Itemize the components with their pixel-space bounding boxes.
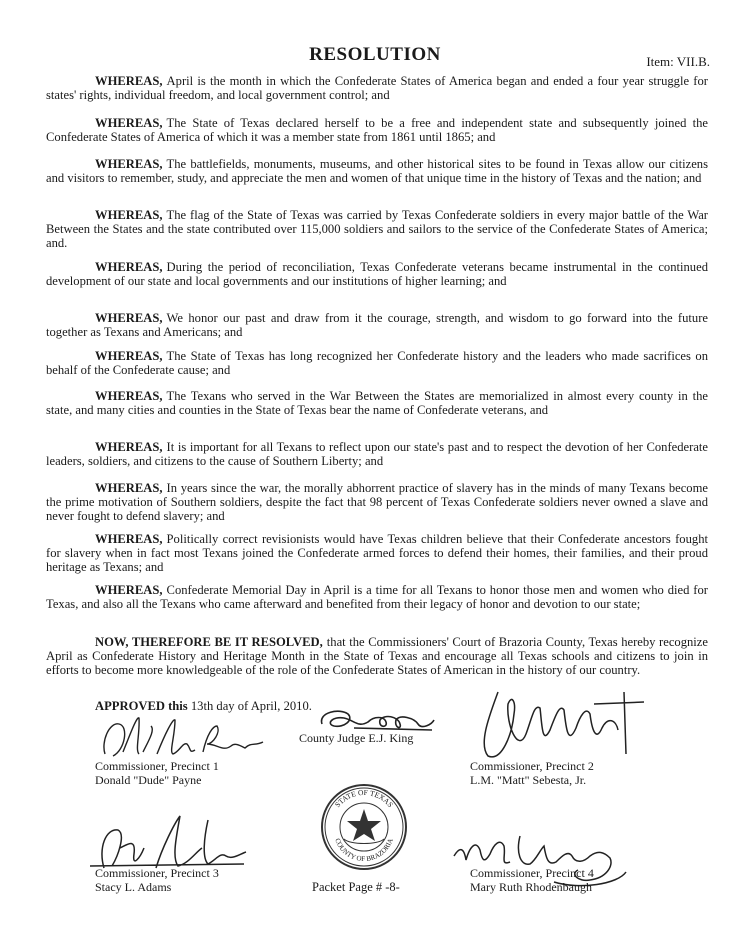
paragraph-text: It is important for all Texans to reflect upon our state's past and to respect the devotion of her Confederate leaders, soldiers, and citizens to the cause of Southern Liberty; and [46, 440, 708, 469]
resolution-paragraph [46, 349, 708, 377]
precinct3-block [95, 866, 219, 894]
document-title: RESOLUTION [309, 44, 441, 65]
judge-block [299, 731, 413, 745]
resolution-paragraph [46, 440, 708, 468]
judge-title: County Judge E.J. King [299, 731, 414, 745]
resolution-paragraph [46, 74, 708, 102]
paragraph-text: The flag of the State of Texas was carried by Texas Confederate soldiers in every major battle of the War Between the States and the state contributed over 115,000 soldiers and sailors to the service of the Confederate States of America; and. [46, 208, 708, 251]
resolution-paragraph [46, 389, 708, 417]
paragraph-lead: NOW, THEREFORE BE IT RESOLVED, [95, 635, 323, 649]
paragraph-text: The battlefields, monuments, museums, and other historical sites to be found in Texas allow our citizens and visitors to remember, study, and appreciate the men and women of that unique time in the history of Texas and the nation; and [46, 157, 708, 186]
paragraph-text: We honor our past and draw from it the courage, strength, and wisdom to go forward into the future together as Texans and Americans; and [46, 311, 708, 340]
paragraph-lead: WHEREAS, [95, 157, 163, 171]
precinct1-title: Commissioner, Precinct 1 [95, 759, 219, 773]
paragraph-text: that the Commissioners' Court of Brazoria County, Texas hereby recognize April as Confederate History and Heritage Month in the State of Texas and encourage all Texas schools and citizens to join in efforts to become more knowledgeable of the role of the Confederate States of American in the history of our country. [46, 635, 708, 678]
precinct3-title: Commissioner, Precinct 3 [95, 866, 219, 880]
precinct2-title: Commissioner, Precinct 2 [470, 759, 594, 773]
paragraph-text: In years since the war, the morally abhorrent practice of slavery has in the minds of many Texans become the prime motivation of Southern soldiers, despite the fact that 98 percent of Texas Confederate soldiers never owned a slave and never fought to defend slavery; and [46, 481, 708, 524]
county-seal [320, 783, 408, 871]
seal-bottom-text: COUNTY OF BRAZORIA [333, 837, 395, 864]
paragraph-lead: WHEREAS, [95, 208, 163, 222]
paragraph-lead: WHEREAS, [95, 349, 163, 363]
paragraph-lead: WHEREAS, [95, 532, 163, 546]
precinct4-block [470, 866, 594, 894]
paragraph-lead: WHEREAS, [95, 260, 163, 274]
resolution-paragraph [46, 583, 708, 611]
resolution-paragraph [46, 116, 708, 144]
precinct1-name: Donald "Dude" Payne [95, 773, 202, 787]
resolution-paragraph [46, 157, 708, 185]
precinct4-name: Mary Ruth Rhodenbaugh [470, 880, 592, 894]
paragraph-text: During the period of reconciliation, Texas Confederate veterans became instrumental in the continued development of our state and local governments and our institutions of higher learning; and [46, 260, 708, 289]
resolution-paragraph [46, 635, 708, 678]
resolution-paragraph [46, 311, 708, 339]
paragraph-text: Politically correct revisionists would have Texas children believe that their Confederate ancestors fought for slavery when in fact most Texans joined the Confederate armed forces to defend their homes, their families, and their proud heritage as Texans; and [46, 532, 708, 575]
packet-page-number: Packet Page # -8- [312, 880, 400, 894]
paragraph-text: The State of Texas has long recognized her Confederate history and the leaders who made sacrifices on behalf of the Confederate cause; and [46, 349, 708, 378]
paragraph-lead: WHEREAS, [95, 389, 163, 403]
resolution-paragraph [46, 208, 708, 251]
seal-top-text: STATE OF TEXAS [332, 787, 396, 810]
signature-payne [95, 712, 270, 760]
item-number: Item: VII.B. [646, 54, 710, 69]
paragraph-lead: WHEREAS, [95, 583, 163, 597]
resolution-paragraph [46, 532, 708, 575]
approval-date: 13th day of April, 2010. [190, 699, 312, 713]
approval-lead: APPROVED this [95, 699, 188, 713]
precinct4-title: Commissioner, Precinct 4 [470, 866, 594, 880]
paragraph-text: Confederate Memorial Day in April is a time for all Texans to honor those men and women who died for Texas, and also all the Texans who came afterward and benefited from their legacy of honor and devotion to our state; [46, 583, 708, 612]
paragraph-text: The Texans who served in the War Between the States are memorialized in almost every county in the state, and many cities and counties in the State of Texas bear the name of Confederate veterans, and [46, 389, 708, 418]
precinct3-name: Stacy L. Adams [95, 880, 172, 894]
paragraph-lead: WHEREAS, [95, 311, 163, 325]
paragraph-lead: WHEREAS, [95, 440, 163, 454]
signature-sebesta [468, 684, 658, 764]
paragraph-text: April is the month in which the Confederate States of America began and ended a four year struggle for states' rights, individual freedom, and local government control; and [46, 74, 708, 103]
paragraph-text: The State of Texas declared herself to be a free and independent state and subsequently joined the Confederate States of America of which it was a member state from 1861 until 1865; and [46, 116, 708, 145]
paragraph-lead: WHEREAS, [95, 481, 163, 495]
precinct2-name: L.M. "Matt" Sebesta, Jr. [470, 773, 587, 787]
paragraph-lead: WHEREAS, [95, 74, 163, 88]
precinct1-block [95, 759, 219, 787]
paragraph-lead: WHEREAS, [95, 116, 163, 130]
resolution-paragraph [46, 481, 708, 524]
resolution-paragraph [46, 260, 708, 288]
seal-star-icon [347, 809, 381, 841]
precinct2-block [470, 759, 594, 787]
signature-judge [314, 704, 439, 734]
